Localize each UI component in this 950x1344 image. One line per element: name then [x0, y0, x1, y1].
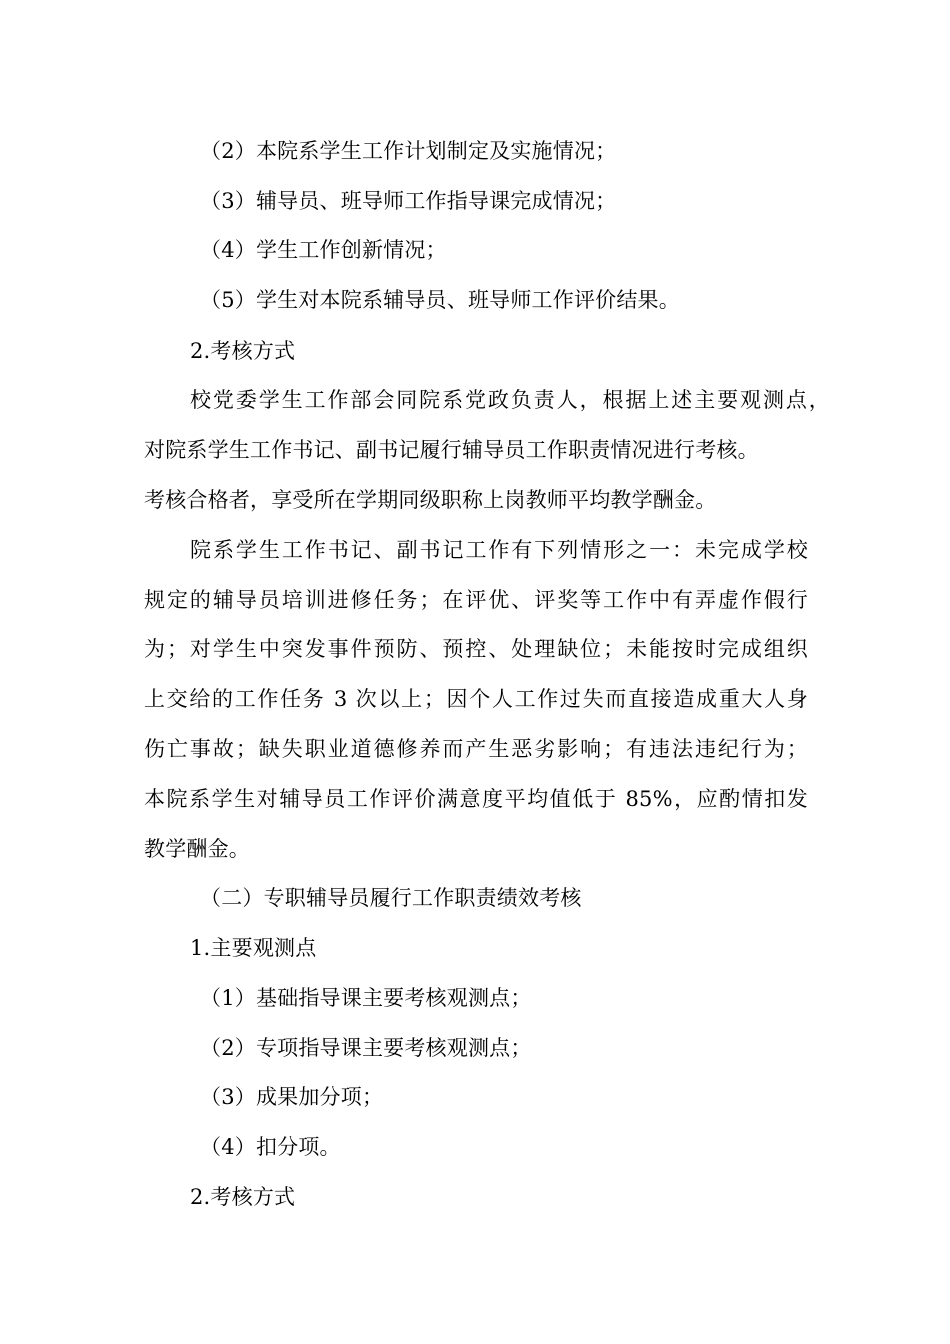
paragraph-line: 对院系学生工作书记、副书记履行辅导员工作职责情况进行考核。	[144, 438, 759, 462]
paragraph-line: 伤亡事故；缺失职业道德修养而产生恶劣影响；有违法违纪行为；	[144, 737, 808, 761]
list-item-1: （1）基础指导课主要考核观测点；	[200, 986, 532, 1010]
paragraph-line: 院系学生工作书记、副书记工作有下列情形之一：未完成学校	[190, 538, 808, 562]
paragraph-line: 校党委学生工作部会同院系党政负责人，根据上述主要观测点，	[190, 388, 830, 412]
list-item-2: （2）专项指导课主要考核观测点；	[200, 1036, 532, 1060]
list-item-5: （5）学生对本院系辅导员、班导师工作评价结果。	[200, 288, 680, 312]
paragraph-line: 为；对学生中突发事件预防、预控、处理缺位；未能按时完成组织	[144, 637, 808, 661]
list-item-4: （4）学生工作创新情况；	[200, 238, 447, 262]
paragraph-line: 考核合格者，享受所在学期同级职称上岗教师平均教学酬金。	[144, 488, 717, 512]
list-item-3: （3）辅导员、班导师工作指导课完成情况；	[200, 189, 617, 213]
section-heading-assessment-method: 2.考核方式	[190, 339, 296, 363]
list-item-3: （3）成果加分项；	[200, 1085, 384, 1109]
section-heading-counselor-assessment: （二）专职辅导员履行工作职责绩效考核	[200, 886, 582, 910]
paragraph-line: 规定的辅导员培训进修任务；在评优、评奖等工作中有弄虚作假行	[144, 588, 808, 612]
list-item-4: （4）扣分项。	[200, 1135, 341, 1159]
section-heading-observation-points: 1.主要观测点	[190, 936, 317, 960]
paragraph-line: 本院系学生对辅导员工作评价满意度平均值低于 85%，应酌情扣发	[144, 787, 808, 811]
section-heading-assessment-method: 2.考核方式	[190, 1185, 296, 1209]
paragraph-line: 上交给的工作任务 3 次以上；因个人工作过失而直接造成重大人身	[144, 687, 808, 711]
paragraph-line: 教学酬金。	[144, 837, 250, 861]
list-item-2: （2）本院系学生工作计划制定及实施情况；	[200, 139, 617, 163]
